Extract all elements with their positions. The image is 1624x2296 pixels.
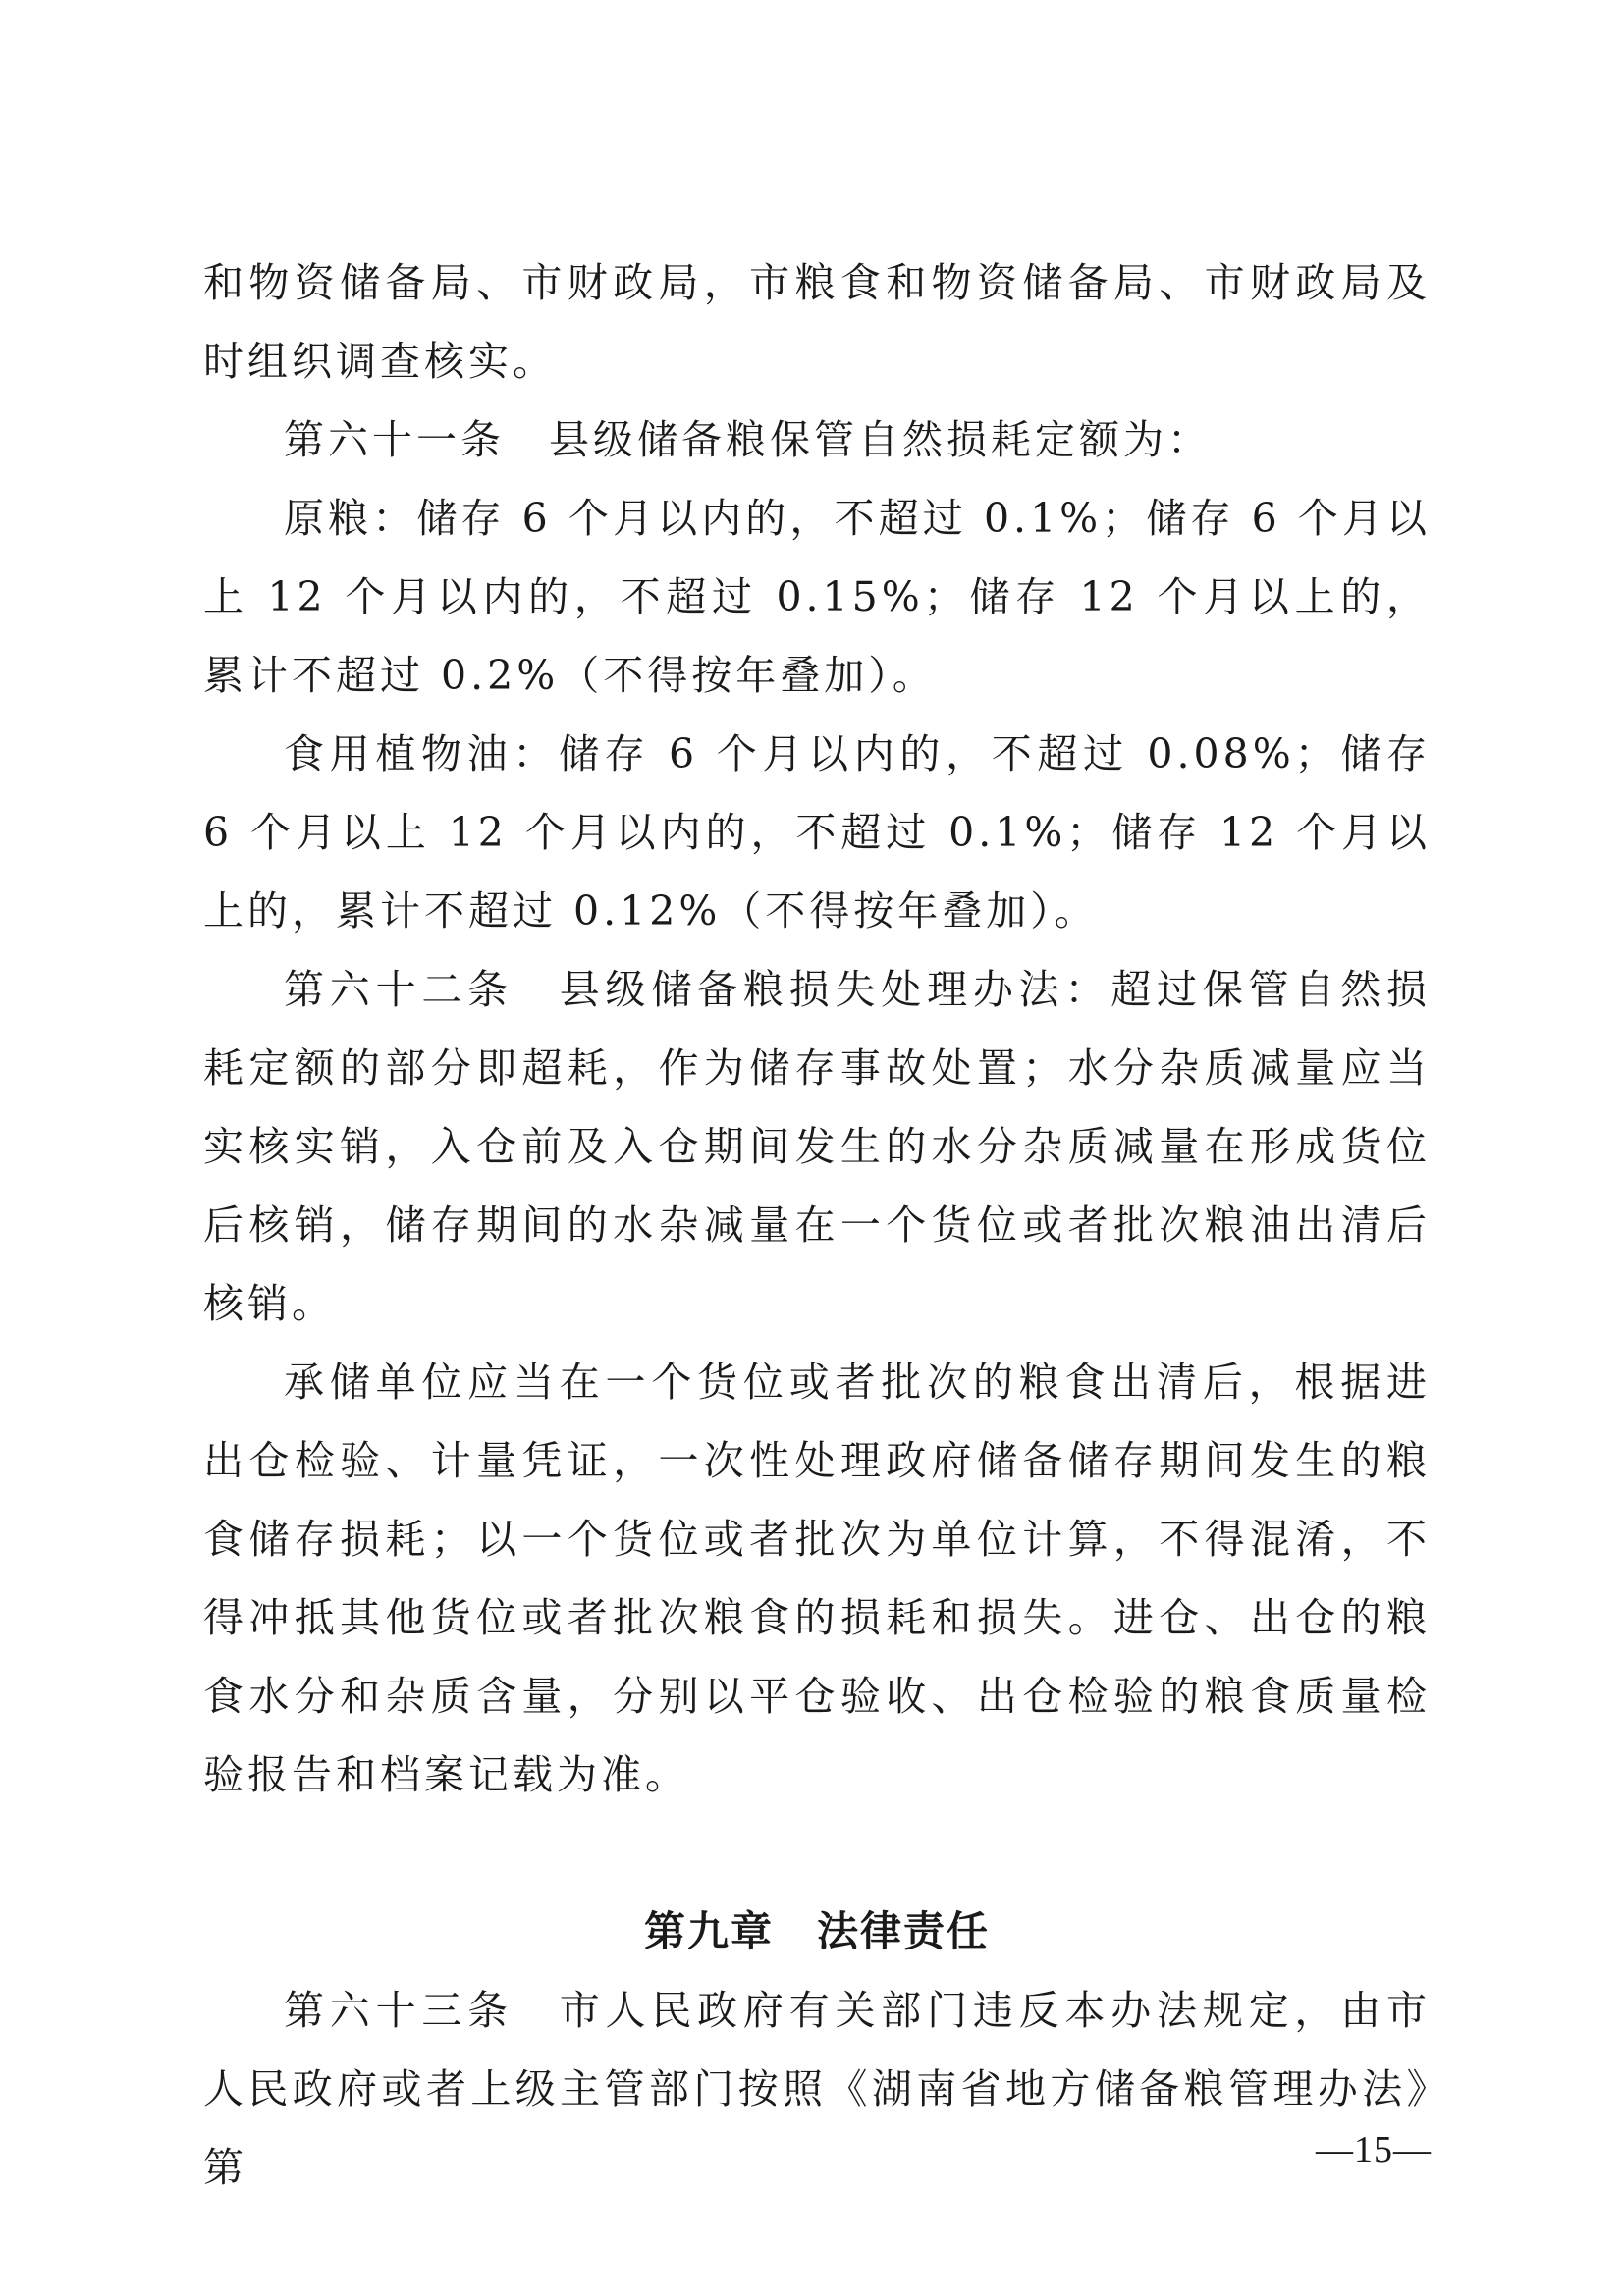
chapter-heading: 第九章 法律责任 xyxy=(643,1907,990,1955)
article-63: 第六十三条 市人民政府有关部门违反本办法规定，由市人民政府或者上级主管部门按照《湖南省地方储备粮管理办法》第 xyxy=(203,1987,1431,2191)
article-61-grain: 原粮：储存 6 个月以内的，不超过 0.1%；储存 6 个月以上 12 个月以内的，不超过 0.15%；储存 12 个月以上的，累计不超过 0.2%（不得按年叠加）。 xyxy=(203,495,1431,699)
paragraph-continuation: 和物资储备局、市财政局，市粮食和物资储备局、市财政局及时组织调查核实。 xyxy=(203,259,1431,385)
article-61-title: 第六十一条 县级储备粮保管自然损耗定额为： xyxy=(284,416,1212,463)
page-number: —15— xyxy=(1316,2129,1432,2170)
article-61-oil: 食用植物油：储存 6 个月以内的，不超过 0.08%；储存 6 个月以上 12 个月以内的，不超过 0.1%；储存 12 个月以上的，累计不超过 0.12%（不得按年叠加）。 xyxy=(203,730,1431,934)
article-62-second-paragraph: 承储单位应当在一个货位或者批次的粮食出清后，根据进出仓检验、计量凭证，一次性处理政府储备储存期间发生的粮食储存损耗；以一个货位或者批次为单位计算，不得混淆，不得冲抵其他货位或者批次粮食的损耗和损失。进仓、出仓的粮食水分和杂质含量，分别以平仓验收、出仓检验的粮食质量检验报告和档案记载为准。 xyxy=(203,1359,1431,1798)
article-62: 第六十二条 县级储备粮损失处理办法：超过保管自然损耗定额的部分即超耗，作为储存事故处置；水分杂质减量应当实核实销，入仓前及入仓期间发生的水分杂质减量在形成货位后核销，储存期间的水杂减量在一个货位或者批次粮油出清后核销。 xyxy=(203,966,1431,1327)
document-body xyxy=(203,243,1431,2207)
